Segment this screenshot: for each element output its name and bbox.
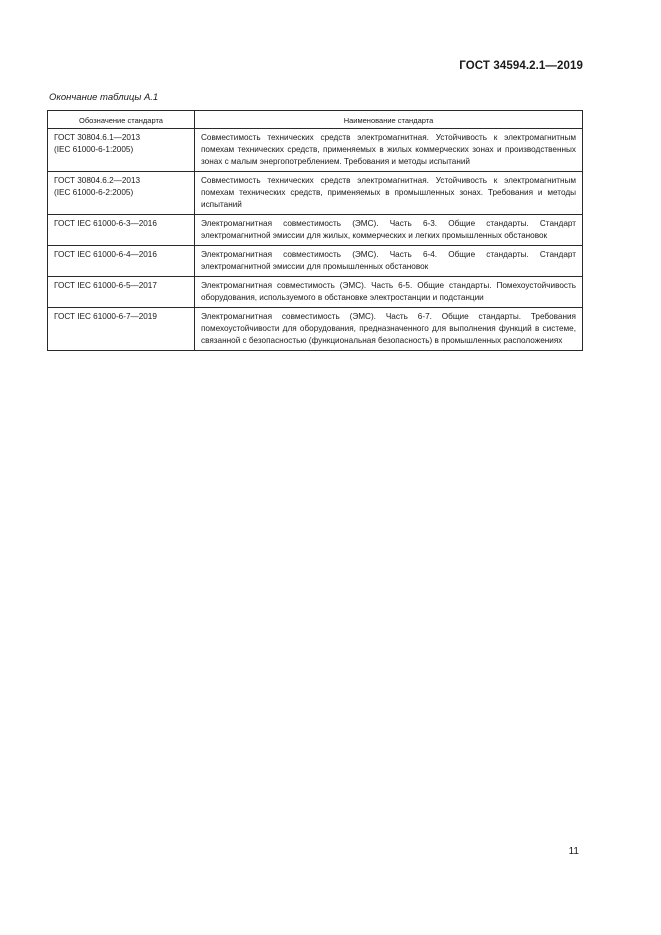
page-number: 11 (568, 846, 579, 857)
standard-code-alt: (IEC 61000-6-2:2005) (54, 188, 134, 197)
table-row (48, 129, 583, 172)
standard-code: ГОСТ IEC 61000-6-4—2016 (54, 250, 157, 259)
column-header-name: Наименование стандарта (195, 111, 583, 129)
table-header-row (48, 111, 583, 129)
table-row (48, 246, 583, 277)
standard-name: Совместимость технических средств электромагнитная. Устойчивость к электромагнитным помехам технических средств, применяемых в жилых коммерческих зонах и производственных зонах с малым энергопотреблением. Требования и методы испытаний (195, 129, 583, 172)
standard-name: Совместимость технических средств электромагнитная. Устойчивость к электромагнитным помехам технических средств, применяемых в промышленных зонах. Требования и методы испытаний (195, 172, 583, 215)
standard-code: ГОСТ IEC 61000-6-3—2016 (54, 219, 157, 228)
table-row (48, 172, 583, 215)
standard-code-alt: (IEC 61000-6-1:2005) (54, 145, 134, 154)
standard-name: Электромагнитная совместимость (ЭМС). Часть 6-7. Общие стандарты. Требования помехоустойчивости для оборудования, предназначенного для выполнения функций в системе, связанной с безопасностью (функциональная безопасность) в промышленных расположениях (195, 308, 583, 351)
table-row (48, 215, 583, 246)
standard-code: ГОСТ 30804.6.2—2013 (54, 176, 141, 185)
standard-name: Электромагнитная совместимость (ЭМС). Часть 6-4. Общие стандарты. Стандарт электромагнитной эмиссии для промышленных обстановок (195, 246, 583, 277)
standard-code-cell (48, 129, 195, 172)
standard-code-cell (48, 215, 195, 246)
standard-name: Электромагнитная совместимость (ЭМС). Часть 6-3. Общие стандарты. Стандарт электромагнитной эмиссии для жилых, коммерческих и легких промышленных обстановок (195, 215, 583, 246)
table-row (48, 308, 583, 351)
standard-code: ГОСТ 30804.6.1—2013 (54, 133, 141, 142)
table-row (48, 277, 583, 308)
table-caption: Окончание таблицы А.1 (49, 92, 159, 103)
standard-name: Электромагнитная совместимость (ЭМС). Часть 6-5. Общие стандарты. Помехоустойчивость оборудования, используемого в обстановке электростанции и подстанции (195, 277, 583, 308)
document-code: ГОСТ 34594.2.1—2019 (459, 60, 583, 72)
standard-code-cell (48, 277, 195, 308)
standard-code: ГОСТ IEC 61000-6-5—2017 (54, 281, 157, 290)
standards-table (47, 110, 583, 351)
standard-code-cell (48, 246, 195, 277)
standard-code-cell (48, 308, 195, 351)
standard-code: ГОСТ IEC 61000-6-7—2019 (54, 312, 157, 321)
standard-code-cell (48, 172, 195, 215)
column-header-code: Обозначение стандарта (48, 111, 195, 129)
